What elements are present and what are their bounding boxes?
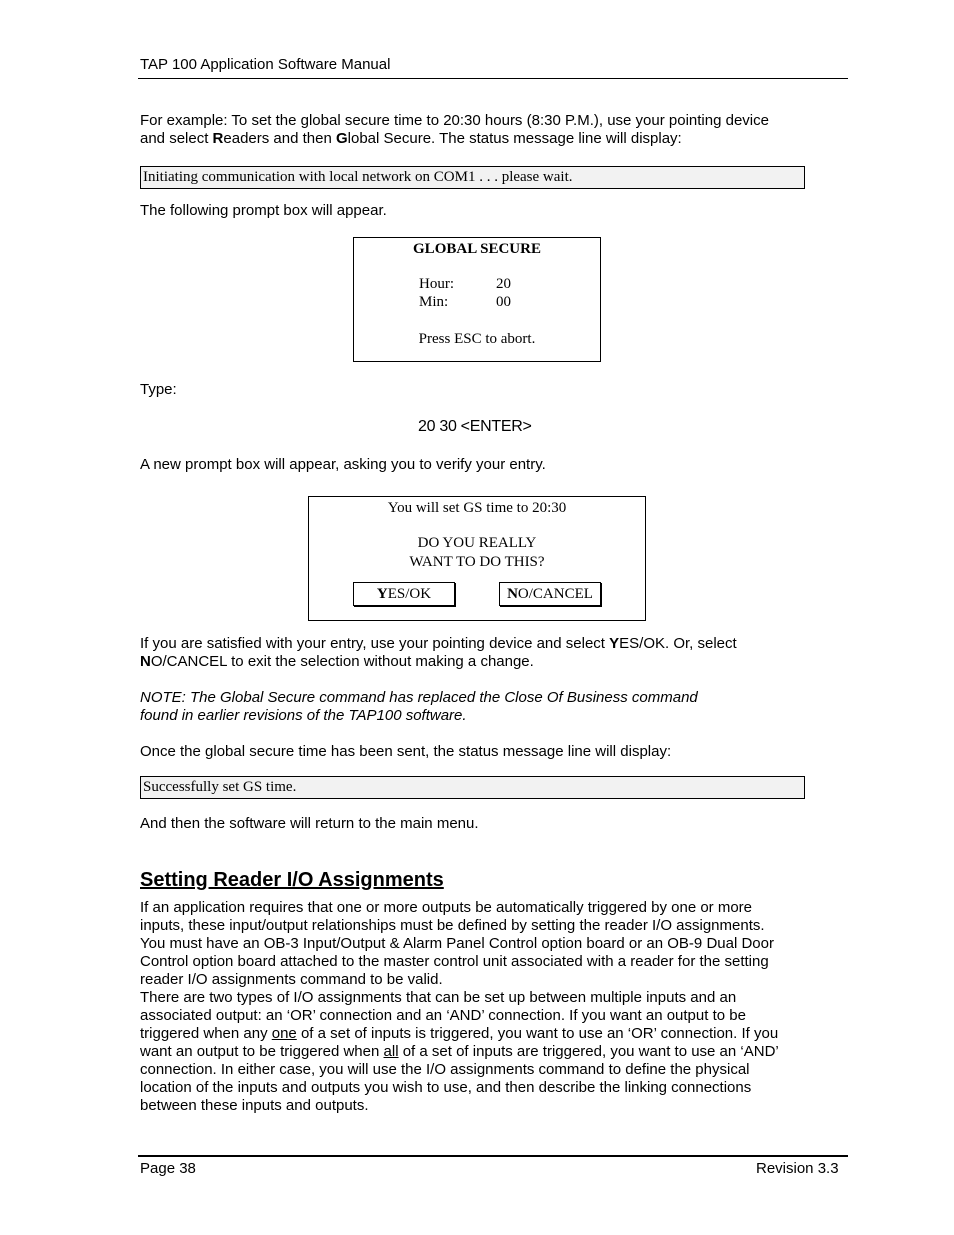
global-secure-prompt bbox=[353, 237, 601, 362]
type-label: Type: bbox=[140, 381, 177, 398]
no-label: O/CANCEL bbox=[517, 586, 593, 602]
return-text: And then the software will return to the main menu. bbox=[140, 815, 479, 832]
underlined-one: one bbox=[271, 1025, 297, 1042]
page-number: Page 38 bbox=[140, 1160, 196, 1177]
section-p2-line: There are two types of I/O assignments that can be set up between multiple inputs and an bbox=[140, 989, 737, 1006]
verify-intro-text: A new prompt box will appear, asking you to verify your entry. bbox=[140, 456, 546, 473]
intro-paragraph bbox=[140, 112, 810, 148]
revision-label: Revision 3.3 bbox=[756, 1160, 839, 1177]
section-body bbox=[140, 899, 820, 1115]
sent-intro-text: Once the global secure time has been sent, the status message line will display: bbox=[140, 743, 672, 760]
typed-input-example: 20 30 <ENTER> bbox=[418, 418, 532, 435]
section-p2-line: connection. In either case, you will use the I/O assignments command to define the physical bbox=[140, 1061, 750, 1078]
intro-line-1: For example: To set the global secure time to 20:30 hours (8:30 P.M.), use your pointing device bbox=[140, 112, 769, 129]
min-label: Min: bbox=[419, 294, 449, 310]
intro-text: lobal Secure. The status message line will display: bbox=[347, 130, 682, 147]
prompt-intro-text: The following prompt box will appear. bbox=[140, 202, 387, 219]
hour-label: Hour: bbox=[419, 276, 454, 292]
section-p1-line: You must have an OB-3 Input/Output & Alarm Panel Control option board or an OB-9 Dual Door bbox=[140, 935, 774, 952]
yes-hotkey: Y bbox=[376, 586, 388, 602]
header-divider bbox=[138, 78, 848, 79]
satisfied-text: ES/OK. Or, select bbox=[619, 635, 737, 652]
note-line-2: found in earlier revisions of the TAP100 software. bbox=[140, 707, 467, 724]
underlined-all: all bbox=[383, 1043, 399, 1060]
esc-hint: Press ESC to abort. bbox=[418, 331, 536, 347]
min-field[interactable]: 00 bbox=[496, 294, 511, 310]
confirm-question-line-2: WANT TO DO THIS? bbox=[409, 554, 545, 570]
confirm-time-text: You will set GS time to 20:30 bbox=[387, 500, 567, 516]
section-text: of a set of inputs are triggered, you want to use an ‘AND’ bbox=[398, 1043, 779, 1060]
intro-text: and select bbox=[140, 130, 213, 147]
note-paragraph bbox=[140, 689, 810, 725]
intro-line-2 bbox=[140, 130, 810, 148]
page-header-title: TAP 100 Application Software Manual bbox=[140, 56, 391, 73]
section-p2-line: associated output: an ‘OR’ connection and an ‘AND’ connection. If you want an output to be bbox=[140, 1007, 746, 1024]
section-text: triggered when any bbox=[140, 1025, 272, 1042]
section-p2-line: location of the inputs and outputs you wish to use, and then describe the linking connections bbox=[140, 1079, 752, 1096]
section-heading: Setting Reader I/O Assignments bbox=[140, 869, 444, 891]
satisfied-text: If you are satisfied with your entry, use your pointing device and select bbox=[140, 635, 610, 652]
intro-text: eaders and then bbox=[223, 130, 336, 147]
hour-field[interactable]: 20 bbox=[496, 276, 511, 292]
section-text: of a set of inputs is triggered, you want to use an ‘OR’ connection. If you bbox=[296, 1025, 779, 1042]
note-line-1: NOTE: The Global Secure command has replaced the Close Of Business command bbox=[140, 689, 698, 706]
satisfied-line-2 bbox=[140, 653, 810, 671]
confirm-question-line-1: DO YOU REALLY bbox=[417, 535, 537, 551]
confirm-prompt bbox=[308, 496, 646, 621]
hotkey-r: R bbox=[212, 130, 224, 147]
section-p2-line bbox=[140, 1043, 820, 1061]
satisfied-text: O/CANCEL to exit the selection without making a change. bbox=[150, 653, 534, 670]
prompt-title: GLOBAL SECURE bbox=[413, 241, 541, 257]
hotkey-g: G bbox=[335, 130, 348, 147]
section-p1-line: If an application requires that one or more outputs be automatically triggered by one or more bbox=[140, 899, 753, 916]
no-hotkey: N bbox=[507, 586, 518, 602]
yes-ok-button[interactable] bbox=[353, 582, 455, 606]
hotkey-y: Y bbox=[609, 635, 620, 652]
satisfied-line-1 bbox=[140, 635, 810, 653]
footer-divider bbox=[138, 1155, 848, 1157]
section-p2-line bbox=[140, 1025, 820, 1043]
status-message-box-success: Successfully set GS time. bbox=[140, 776, 805, 799]
satisfied-paragraph bbox=[140, 635, 810, 671]
section-p1-line: Control option board attached to the master control unit associated with a reader for the setting bbox=[140, 953, 769, 970]
yes-label: ES/OK bbox=[387, 586, 432, 602]
section-p2-line: between these inputs and outputs. bbox=[140, 1097, 369, 1114]
section-p1-line: reader I/O assignments command to be valid. bbox=[140, 971, 443, 988]
status-message-box: Initiating communication with local network on COM1 . . . please wait. bbox=[140, 166, 805, 189]
no-cancel-button[interactable] bbox=[499, 582, 601, 606]
hotkey-n: N bbox=[140, 653, 151, 670]
section-text: want an output to be triggered when bbox=[140, 1043, 384, 1060]
section-p1-line: inputs, these input/output relationships must be defined by setting the reader I/O assignments. bbox=[140, 917, 765, 934]
